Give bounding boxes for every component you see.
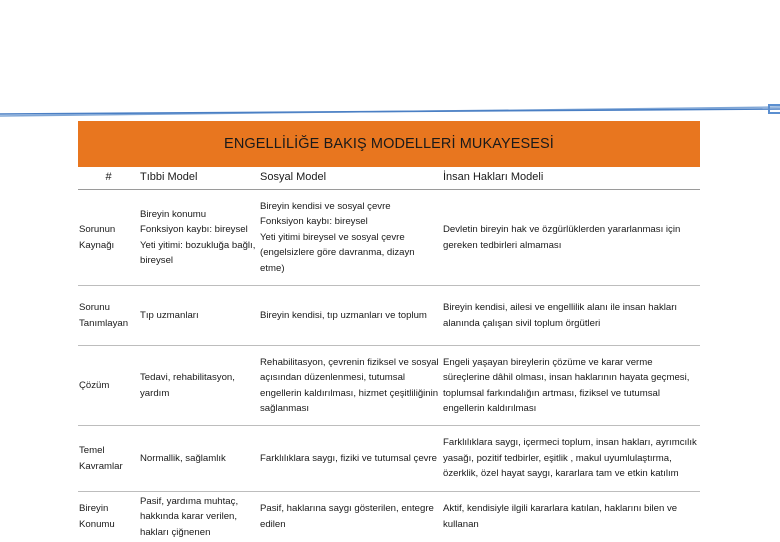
cell-rights-concepts: Farklılıklara saygı, içermeci toplum, insan hakları, ayrımcılık yasağı, pozitif tedbirler, eşitlik , makul uyumlulaştırma, özerklik, özel hayat saygı, kararlara tam ve etkin katılım [442, 426, 700, 492]
cell-social-solution: Rehabilitasyon, çevrenin fiziksel ve sosyal açısından düzenlenmesi, tutumsal engellerin kaldırılması, hizmet çeşitliliğinin sağlanması [259, 346, 442, 426]
cell-social-definer: Bireyin kendisi, tıp uzmanları ve toplum [259, 286, 442, 346]
top-rule [0, 103, 780, 117]
row-label-solution: Çözüm [78, 346, 139, 426]
cell-rights-definer: Bireyin kendisi, ailesi ve engellilik alanı ile insan hakları alanında çalışan sivil toplum örgütleri [442, 286, 700, 346]
cell-medical-source: Bireyin konumu Fonksiyon kaybı: bireysel Yeti yitimi: bozukluğa bağlı, bireysel [139, 190, 259, 286]
table-row [78, 492, 700, 542]
cell-medical-solution: Tedavi, rehabilitasyon, yardım [139, 346, 259, 426]
cell-rights-position: Aktif, kendisiyle ilgili kararlara katılan, haklarını bilen ve kullanan [443, 503, 678, 530]
page-title: ENGELLİLİĞE BAKIŞ MODELLERİ MUKAYESESİ [224, 136, 554, 152]
corner-mark [768, 104, 780, 114]
cell-medical-definer: Tıp uzmanları [139, 286, 259, 346]
header-social: Sosyal Model [259, 167, 442, 190]
cell-social-source: Bireyin kendisi ve sosyal çevre Fonksiyon kaybı: bireysel Yeti yitimi bireysel ve sosyal çevre (engelsizlere göre davranma, dizayn etme) [259, 190, 442, 286]
comparison-table [78, 167, 700, 542]
header-medical: Tıbbi Model [139, 167, 259, 190]
cell-social-position: Pasif, haklarına saygı gösterilen, entegre edilen [260, 503, 434, 530]
header-row [78, 167, 700, 190]
top-rule-line-dark [0, 109, 780, 114]
row-label-position: Bireyin Konumu [79, 503, 115, 530]
row-label-definer: Sorunu Tanımlayan [78, 286, 139, 346]
cell-social-concepts: Farklılıklara saygı, fiziki ve tutumsal çevre [259, 426, 442, 492]
cell-medical-position: Pasif, yardıma muhtaç, hakkında karar verilen, hakları çiğnenen [140, 495, 239, 538]
cell-medical-concepts: Normallik, sağlamlık [139, 426, 259, 492]
table-row [78, 346, 700, 426]
row-label-source: Sorunun Kaynağı [78, 190, 139, 286]
top-rule-lines [0, 103, 780, 117]
table-row [78, 190, 700, 286]
title-band [78, 121, 700, 167]
table-row [78, 426, 700, 492]
table-row [78, 286, 700, 346]
cell-rights-solution: Engeli yaşayan bireylerin çözüme ve karar verme süreçlerine dâhil olması, insan haklarının hayata geçmesi, toplumsal farkındalığın artması, fiziksel ve tutumsal engellerin kaldırılması [442, 346, 700, 426]
row-label-concepts: Temel Kavramlar [78, 426, 139, 492]
cell-rights-source: Devletin bireyin hak ve özgürlüklerden yararlanması için gereken tedbirleri almaması [442, 190, 700, 286]
header-rights: İnsan Hakları Modeli [442, 167, 700, 190]
header-hash: # [78, 167, 139, 190]
